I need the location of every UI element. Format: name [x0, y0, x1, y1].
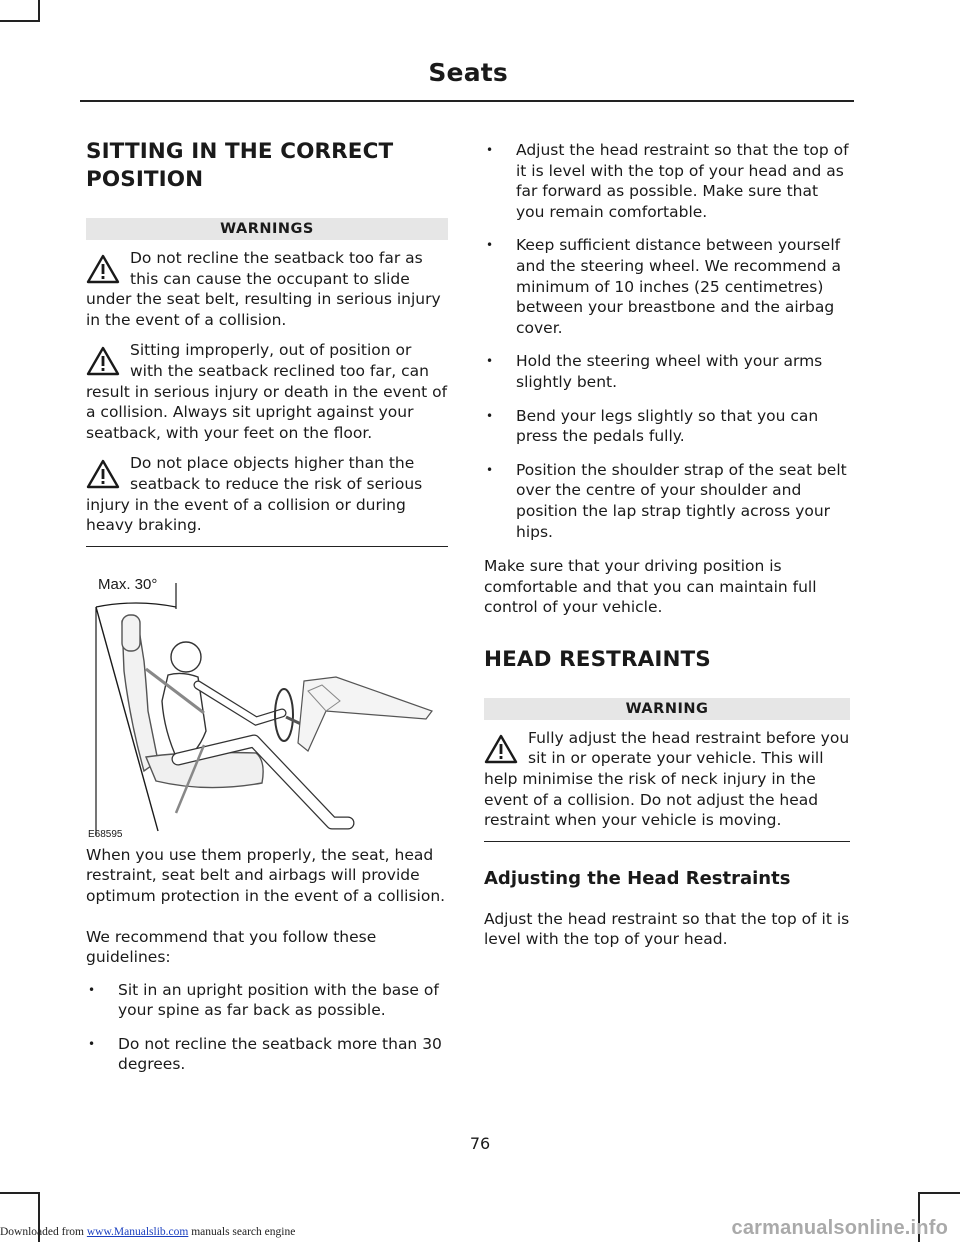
warning-triangle-icon [484, 734, 518, 764]
warning-triangle-icon [86, 346, 120, 376]
warning-divider [484, 841, 850, 842]
paragraph: When you use them properly, the seat, head restraint, seat belt and airbags will provide optimum protection in the event of a collision. [86, 845, 446, 905]
right-column [484, 140, 850, 970]
section-title: Seats [428, 58, 508, 87]
section-heading: HEAD RESTRAINTS [484, 646, 711, 672]
list-item: • Hold the steering wheel with your arms slightly bent. [484, 351, 850, 392]
warnings-divider [86, 546, 448, 547]
left-column [86, 128, 448, 1089]
list-item: • Position the shoulder strap of the seat belt over the centre of your shoulder and position the lap strap tightly across your hips. [484, 460, 850, 542]
download-credit [0, 1226, 295, 1238]
warning-item [86, 340, 448, 443]
crop-mark [0, 1192, 40, 1194]
list-item: • Adjust the head restraint so that the top of it is level with the top of your head and as far forward as possible. Make sure that you remain comfortable. [484, 140, 850, 222]
download-credit-tagline: manuals search engine [191, 1226, 296, 1238]
warning-text: Fully adjust the head restraint before you sit in or operate your vehicle. This will help minimise the risk of neck injury in the event of a collision. Do not adjust the head restraint when your vehicle is moving. [484, 728, 850, 830]
warning-text: Do not place objects higher than the seatback to reduce the risk of serious injury in the event of a collision or during heavy braking. [86, 454, 423, 535]
manualslib-link[interactable]: www.Manualslib.com [86, 1226, 189, 1238]
paragraph: Make sure that your driving position is comfortable and that you can maintain full control of your vehicle. [484, 557, 817, 617]
page-number: 76 [469, 1134, 491, 1153]
guideline-list [86, 980, 448, 1075]
crop-mark [38, 0, 40, 22]
list-item: • Bend your legs slightly so that you can press the pedals fully. [484, 406, 850, 447]
warning-text: Sitting improperly, out of position or with the seatback reclined too far, can result in serious injury or death in the event of a collision. Always sit upright against your seatback, with your feet on the floor. [86, 341, 448, 442]
warning-text: Do not recline the seatback too far as this can cause the occupant to slide under the seat belt, resulting in serious injury in the event of a collision. [86, 249, 441, 329]
crop-mark [918, 1192, 960, 1194]
header-divider [80, 100, 854, 102]
warning-header: WARNING [484, 698, 850, 720]
list-item: • Do not recline the seatback more than 30 degrees. [86, 1034, 448, 1075]
guideline-list [484, 140, 850, 542]
warning-triangle-icon [86, 254, 120, 284]
list-item: • Keep sufficient distance between yourself and the steering wheel. We recommend a minimum of 10 inches (25 centimetres) between your breastbone and the airbag cover. [484, 235, 850, 338]
warning-item [86, 453, 448, 535]
warning-triangle-icon [86, 459, 120, 489]
list-item: • Sit in an upright position with the base of your spine as far back as possible. [86, 980, 448, 1021]
paragraph: Adjust the head restraint so that the top of it is level with the top of your head. [484, 909, 850, 949]
warning-item [86, 248, 448, 330]
section-heading: SITTING IN THE CORRECT POSITION [86, 139, 394, 192]
angle-label: Max. 30° [98, 575, 158, 593]
figure-code: E68595 [88, 828, 123, 839]
subheading: Adjusting the Head Restraints [484, 867, 791, 889]
seating-position-figure [86, 561, 448, 839]
paragraph: We recommend that you follow these guidelines: [86, 927, 377, 967]
watermark: carmanualsonline.info [731, 1217, 948, 1239]
warnings-header: WARNINGS [86, 218, 448, 240]
seated-driver-illustration [86, 561, 448, 839]
crop-mark [0, 20, 40, 22]
warning-item [484, 728, 850, 831]
download-credit-prefix: Downloaded from [0, 1226, 84, 1238]
